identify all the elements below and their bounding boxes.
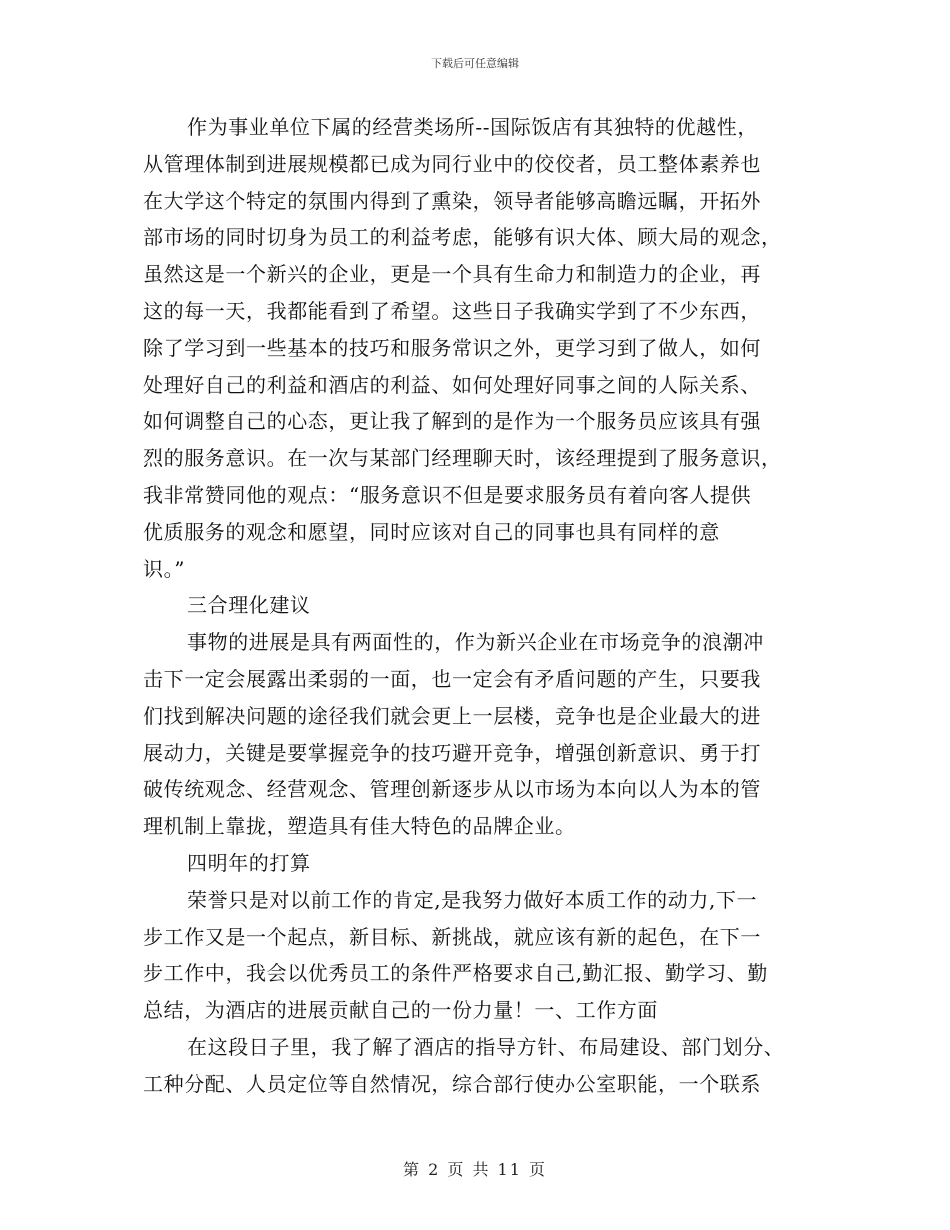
paragraph-line: 荣誉只是对以前工作的肯定,是我努力做好本质工作的动力,下一 xyxy=(187,887,758,912)
paragraph-line: 烈的服务意识。在一次与某部门经理聊天时，该经理提到了服务意识， xyxy=(143,446,782,471)
paragraph-line: 们找到解决问题的途径我们就会更上一层楼，竞争也是企业最大的进 xyxy=(143,703,761,728)
page-header: 下载后可任意编辑 xyxy=(431,57,519,70)
paragraph-line: 处理好自己的利益和酒店的利益、如何处理好同事之间的人际关系、 xyxy=(143,372,761,397)
paragraph-line: 识。” xyxy=(143,556,186,581)
paragraph-line: 我非常赞同他的观点：“服务意识不但是要求服务员有着向客人提供 xyxy=(143,482,752,507)
paragraph-line: 理机制上靠拢，塑造具有佳大特色的品牌企业。 xyxy=(143,814,576,839)
paragraph-line: 展动力，关键是要掌握竞争的技巧避开竞争，增强创新意识、勇于打 xyxy=(143,740,761,765)
section-heading: 三合理化建议 xyxy=(187,593,311,618)
paragraph-line: 总结，为酒店的进展贡献自己的一份力量！一、工作方面 xyxy=(143,998,658,1023)
paragraph-line: 作为事业单位下属的经营类场所--国际饭店有其独特的优越性， xyxy=(187,115,758,139)
section-heading: 四明年的打算 xyxy=(187,850,311,875)
paragraph-line: 在大学这个特定的氛围内得到了熏染，领导者能够高瞻远瞩，开拓外 xyxy=(143,188,761,213)
paragraph-line: 步工作中，我会以优秀员工的条件严格要求自己,勤汇报、勤学习、勤 xyxy=(143,961,768,986)
paragraph-line: 步工作又是一个起点，新目标、新挑战，就应该有新的起色，在下一 xyxy=(143,924,761,949)
paragraph-line: 虽然这是一个新兴的企业，更是一个具有生命力和制造力的企业，再 xyxy=(143,262,761,287)
paragraph-line: 部市场的同时切身为员工的利益考虑，能够有识大体、顾大局的观念， xyxy=(143,225,782,250)
paragraph-line: 优质服务的观念和愿望，同时应该对自己的同事也具有同样的意 xyxy=(143,519,720,544)
paragraph-line: 事物的进展是具有两面性的，作为新兴企业在市场竞争的浪潮冲 xyxy=(187,630,764,655)
paragraph-line: 工种分配、人员定位等自然情况，综合部行使办公室职能，一个联系 xyxy=(143,1071,761,1096)
page-footer: 第 2 页 共 11 页 xyxy=(403,1160,547,1179)
paragraph-line: 破传统观念、经营观念、管理创新逐步从以市场为本向以人为本的管 xyxy=(143,777,761,802)
paragraph-line: 除了学习到一些基本的技巧和服务常识之外，更学习到了做人，如何 xyxy=(143,335,761,360)
paragraph-line: 这的每一天，我都能看到了希望。这些日子我确实学到了不少东西， xyxy=(143,298,761,323)
paragraph-line: 在这段日子里，我了解了酒店的指导方针、布局建设、部门划分、 xyxy=(187,1034,785,1059)
paragraph-line: 从管理体制到进展规模都已成为同行业中的佼佼者，员工整体素养也 xyxy=(143,151,761,176)
document-body xyxy=(143,109,803,1103)
paragraph-line: 如何调整自己的心态，更让我了解到的是作为一个服务员应该具有强 xyxy=(143,409,761,434)
paragraph-line: 击下一定会展露出柔弱的一面，也一定会有矛盾问题的产生，只要我 xyxy=(143,666,761,691)
